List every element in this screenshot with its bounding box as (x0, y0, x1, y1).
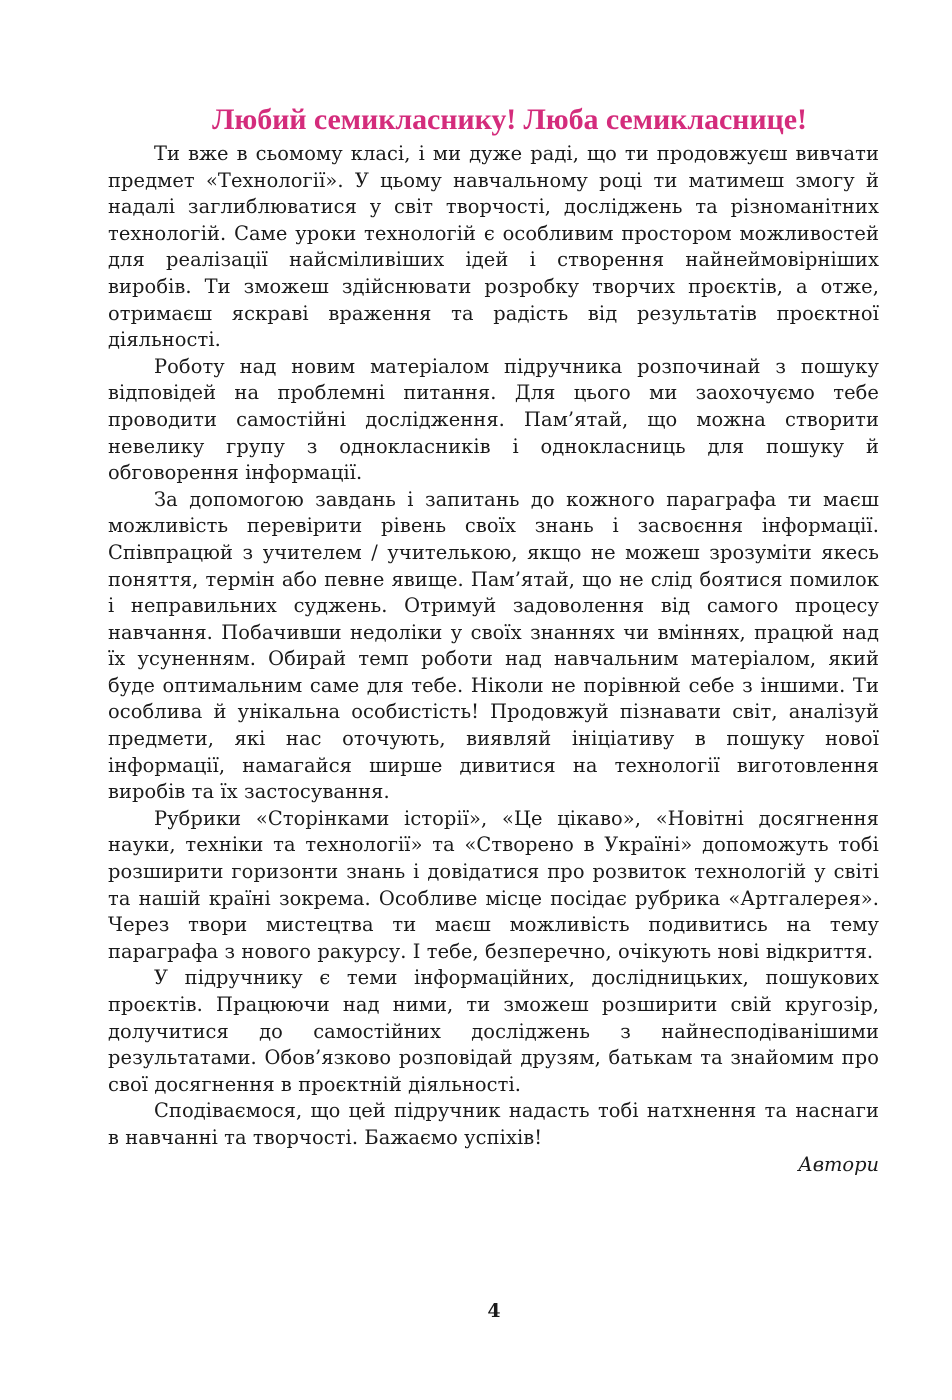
paragraph-1: Ти вже в сьомому класі, і ми дуже раді, що ти продовжуєш вивчати предмет «Технології». У цьому навчальному році ти матимеш змогу й надалі заглиблюватися у світ творчості, досліджень та різноманітних технологій. Саме уроки технологій є особливим простором можливостей для реалізації найсміливіших ідей і створення найнеймовірніших виробів. Ти зможеш здійснювати розробку творчих проєктів, а отже, отримаєш яскраві враження та радість від результатів проєктної діяльності. (108, 142, 879, 352)
signature: Автори (798, 1152, 879, 1176)
page-number: 4 (487, 1300, 501, 1322)
paragraph-6: Сподіваємося, що цей підручник надасть тобі натхнення та наснаги в навчанні та творчості. Бажаємо успіхів! (108, 1099, 879, 1149)
paragraph-5: У підручнику є теми інформаційних, дослідницьких, пошукових проєктів. Працюючи над ними, ти зможеш розширити свій кругозір, долучитися до самостійних досліджень з найнесподіванішими результатами. Обов’язково розповідай друзям, батькам та знайомим про свої досягнення в проєктній діяльності. (108, 966, 879, 1096)
paragraph-4: Рубрики «Сторінками історії», «Це цікаво», «Новітні досягнення науки, техніки та технології» та «Створено в Україні» допоможуть тобі розширити горизонти знань і довідатися про розвиток технологій у світі та нашій країні зокрема. Особливе місце посідає рубрика «Артгалерея». Через твори мистецтва ти маєш можливість подивитись на тему параграфа з нового ракурсу. І тебе, безперечно, очікують нові відкриття. (108, 806, 879, 963)
page-content (108, 100, 879, 1178)
paragraph-3: За допомогою завдань і запитань до кожного параграфа ти маєш можливість перевірити рівень своїх знань і засвоєння інформації. Співпрацюй з учителем / учителькою, якщо не можеш зрозуміти якесь поняття, термін або певне явище. Пам’ятай, що не слід боятися помилок і неправильних суджень. Отримуй задоволення від самого процесу навчання. Побачивши недоліки у своїх знаннях чи вміннях, працюй над їх усуненням. Обирай темп роботи над навчальним матеріалом, який буде оптимальним саме для тебе. Ніколи не порівнюй себе з іншими. Ти особлива й унікальна особистість! Продовжуй пізнавати світ, аналізуй предмети, які нас оточують, виявляй ініціативу в пошуку нової інформації, намагайся ширше дивитися на технології виготовлення виробів та їх застосування. (108, 487, 879, 804)
body-text (108, 141, 879, 1178)
paragraph-2: Роботу над новим матеріалом підручника розпочинай з пошуку відповідей на проблемні питання. Для цього ми заохочуємо тебе проводити самостійні дослідження. Пам’ятай, що можна створити невелику групу з однокласників і однокласниць для пошуку й обговорення інформації. (108, 354, 879, 485)
page-title: Любий семикласнику! Люба семикласнице! (212, 103, 807, 136)
